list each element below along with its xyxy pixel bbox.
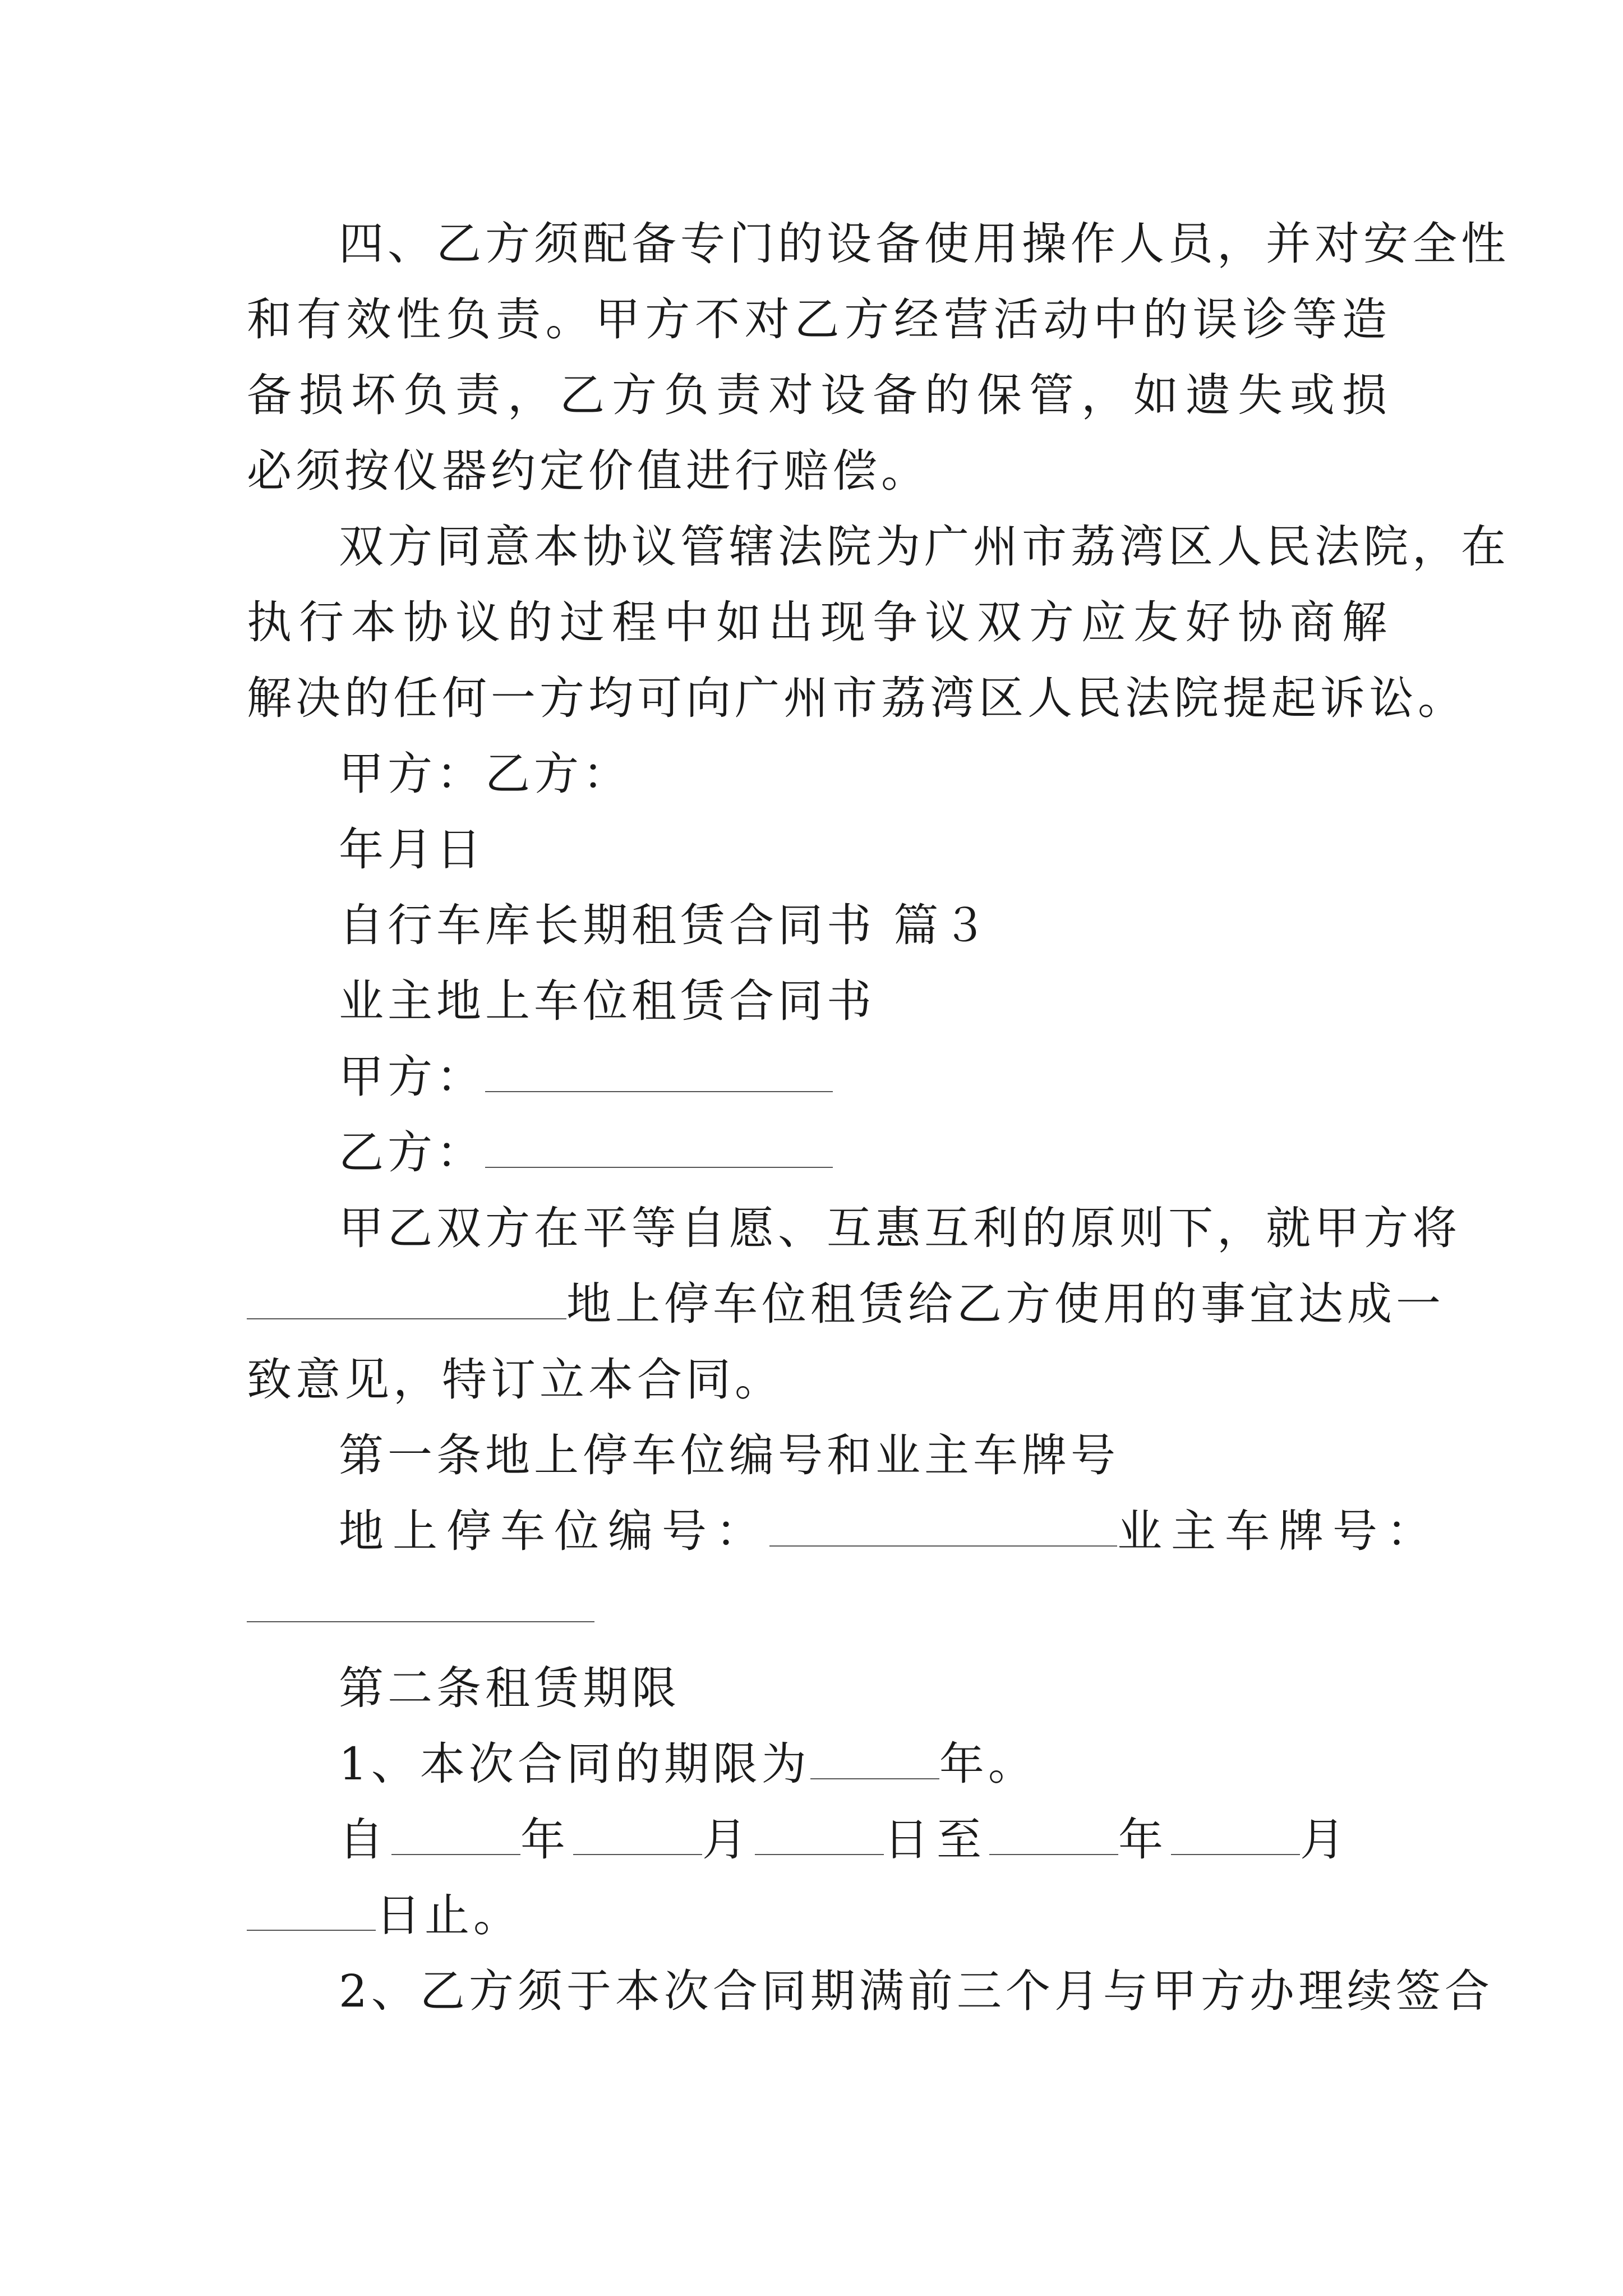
date-range-row <box>339 1812 1391 1868</box>
from-label: 自 <box>339 1814 391 1866</box>
month-label: 月 <box>702 1814 755 1866</box>
paragraph-line: 备损坏负责，乙方负责对设备的保管，如遗失或损 <box>247 369 1391 421</box>
paragraph-line: 双方同意本协议管辖法院为广州市荔湾区人民法院，在 <box>339 521 1510 573</box>
paragraph-line: 甲乙双方在平等自愿、互惠互利的原则下，就甲方将 <box>339 1202 1461 1254</box>
month-label: 月 <box>1300 1814 1353 1866</box>
paragraph-line-with-blank <box>247 1276 1445 1332</box>
end-suffix: 日止。 <box>376 1889 522 1941</box>
party-a-blank <box>485 1051 833 1092</box>
paragraph-line: 和有效性负责。甲方不对乙方经营活动中的误诊等造 <box>247 293 1391 346</box>
term-years-blank <box>810 1738 939 1779</box>
paragraph-line: 必须按仪器约定价值进行赔偿。 <box>247 445 930 497</box>
date-range-end-row <box>247 1888 1391 1944</box>
term-row <box>339 1736 1391 1792</box>
party-a-label: 甲方： <box>339 1051 485 1103</box>
plate-number-label: 业主车牌号： <box>1117 1505 1440 1557</box>
section-title: 自行车库长期租赁合同书 篇３ <box>339 899 992 951</box>
end-month-blank <box>1171 1814 1300 1855</box>
paragraph-line: 致意见，特订立本合同。 <box>247 1354 783 1406</box>
start-year-blank <box>391 1814 520 1855</box>
party-b-blank <box>485 1126 833 1168</box>
location-blank <box>247 1278 566 1319</box>
article-title: 第二条租赁期限 <box>339 1662 680 1714</box>
end-year-blank <box>989 1814 1118 1855</box>
party-b-row <box>339 1125 1391 1181</box>
plate-number-blank <box>247 1621 594 1622</box>
end-day-blank <box>247 1889 376 1931</box>
contract-title: 业主地上车位租赁合同书 <box>339 975 875 1027</box>
start-day-blank <box>755 1814 884 1855</box>
signature-line: 甲方：乙方： <box>339 748 631 800</box>
paragraph-line: 执行本协议的过程中如出现争议双方应友好协商解 <box>247 596 1391 648</box>
parking-number-blank <box>769 1505 1117 1547</box>
year-label: 年 <box>520 1814 573 1866</box>
parking-number-row <box>339 1503 1440 1559</box>
article-title: 第一条地上停车位编号和业主车牌号 <box>339 1429 1119 1481</box>
paragraph-line: 解决的任何一方均可向广州市荔湾区人民法院提起诉讼。 <box>247 672 1467 724</box>
paragraph-line-text: 地上停车位租赁给乙方使用的事宜达成一 <box>566 1278 1445 1330</box>
date-line: 年月日 <box>339 823 485 876</box>
paragraph-line: 2、乙方须于本次合同期满前三个月与甲方办理续签合 <box>339 1965 1493 2017</box>
year-label: 年 <box>1118 1814 1171 1866</box>
term-label: 1、本次合同的期限为 <box>339 1738 810 1790</box>
to-label: 日至 <box>884 1814 989 1866</box>
party-a-row <box>339 1049 1391 1105</box>
term-suffix: 年。 <box>939 1738 1037 1790</box>
party-b-label: 乙方： <box>339 1126 485 1179</box>
start-month-blank <box>573 1814 702 1855</box>
paragraph-line: 四、乙方须配备专门的设备使用操作人员，并对安全性 <box>339 218 1510 270</box>
parking-number-label: 地上停车位编号： <box>339 1505 769 1557</box>
